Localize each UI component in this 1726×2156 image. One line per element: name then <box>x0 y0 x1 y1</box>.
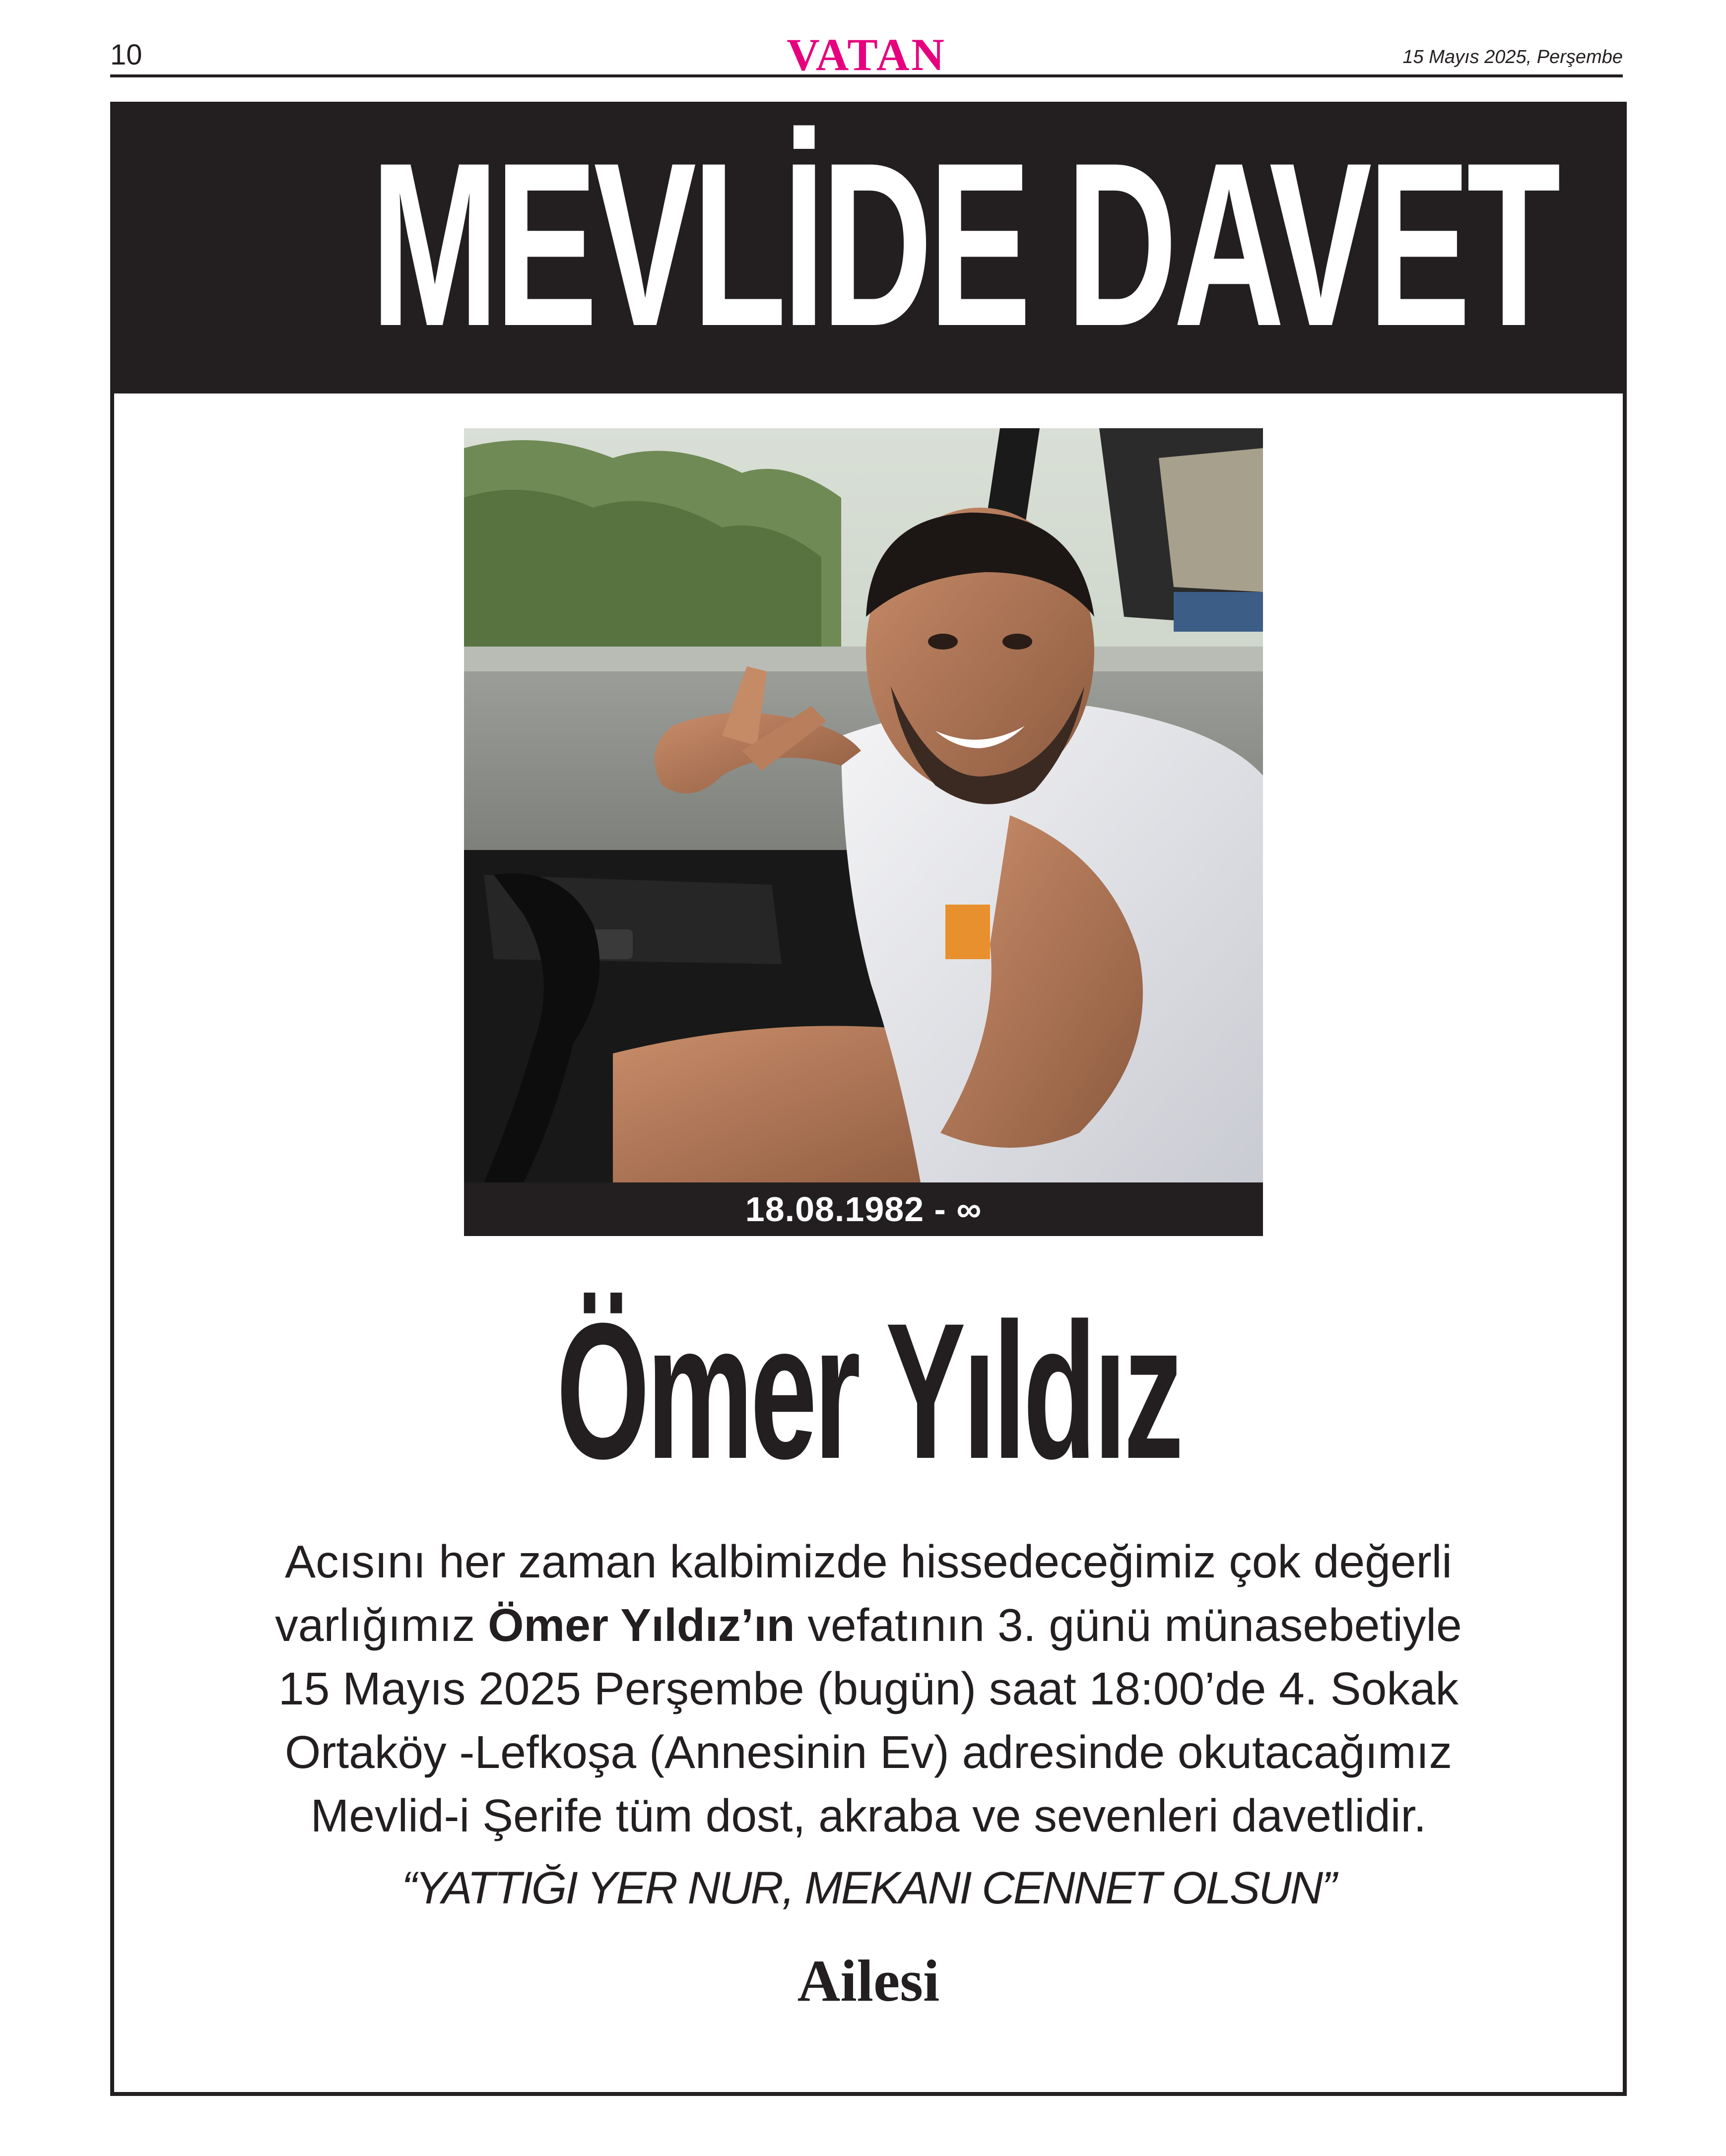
page-number: 10 <box>110 39 142 71</box>
invitation-name-bold: Ömer Yıldız’ın <box>488 1599 795 1651</box>
notice-title: MEVLİDE DAVET <box>370 114 1557 375</box>
invitation-line-2 <box>164 1593 1573 1657</box>
newspaper-masthead: VATAN <box>787 29 946 80</box>
invitation-line-1: Acısını her zaman kalbimizde hissedeceğimiz çok değerli <box>285 1536 1452 1587</box>
life-dates: 18.08.1982 - ∞ <box>745 1190 982 1229</box>
life-dates-strip <box>464 1182 1263 1236</box>
invitation-line-5: Mevlid-i Şerife tüm dost, akraba ve sevenleri davetlidir. <box>310 1790 1427 1841</box>
invitation-text <box>164 1530 1573 1847</box>
issue-date: 15 Mayıs 2025, Perşembe <box>1402 47 1623 67</box>
portrait-photo <box>464 428 1263 1236</box>
memorial-notice <box>110 102 1627 2096</box>
title-band <box>114 106 1623 393</box>
invitation-line-4: Ortaköy -Lefkoşa (Annesinin Ev) adresinde okutacağımız <box>285 1726 1452 1778</box>
invitation-line-2-start: varlığımız <box>275 1599 475 1651</box>
family-signature: Ailesi <box>797 1948 940 2014</box>
deceased-name: Ömer Yıldız <box>556 1283 1181 1499</box>
prayer-quote: “YATTIĞI YER NUR, MEKANI CENNET OLSUN” <box>401 1863 1335 1913</box>
portrait-photo-icon <box>464 428 1263 1182</box>
page-header <box>110 29 1623 80</box>
invitation-line-3: 15 Mayıs 2025 Perşembe (bugün) saat 18:00’de 4. Sokak <box>278 1663 1459 1714</box>
invitation-line-2-end: vefatının 3. günü münasebetiyle <box>807 1599 1462 1651</box>
